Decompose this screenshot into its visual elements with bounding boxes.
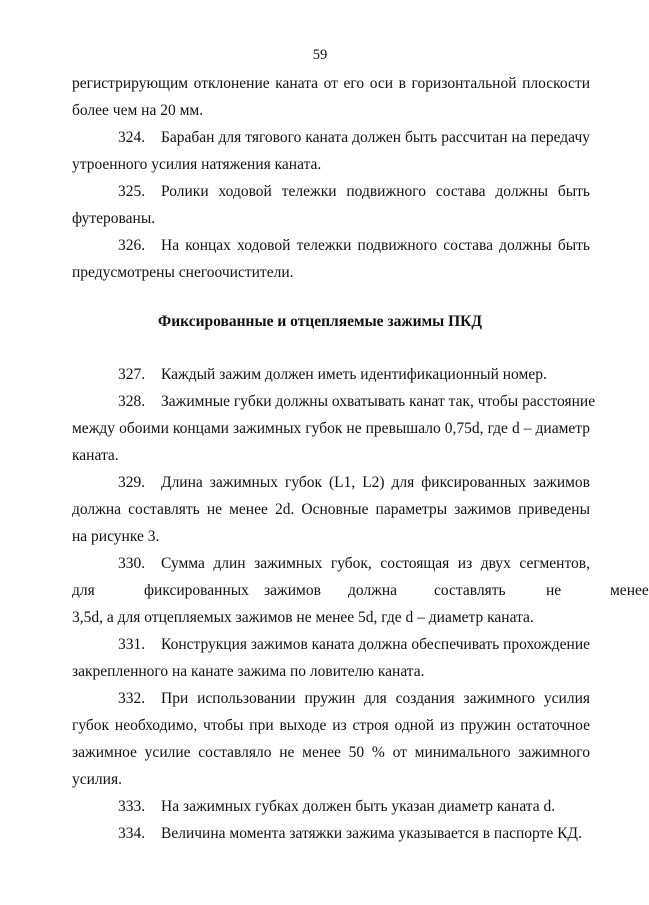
item-330-line: 3,5d, а для отцепляемых зажимов не менее 5d, где d – диаметр каната. [72, 609, 534, 626]
item-number: 325. [118, 183, 146, 200]
item-number: 332. [118, 690, 146, 707]
document-page: 59 регистрирующим отклонение каната от его оси в горизонтальной плоскости более чем на 20 мм. 324. Барабан для тягового каната должен быть рассчитан на передачу утроенного усилия натяжения каната. 325. Ролики ходовой тележки подвижного состава должны быть футерованы. 326. На концах ходовой тележки подвижного состава должны быть предусмотрены снегоочистители. Фиксированные и отцепляемые зажимы ПКД 327. Каждый зажим должен иметь идентификационный номер. 328. Зажимные губки должны охватывать канат так, чтобы расстояние между обоими концами зажимных губок не превышало 0,75d, где d – диаметр каната. 329. Длина зажимных губок (L1, L2) для фиксированных зажимов должна составлять не менее 2d. Основные параметры зажимов приведены на рисунке 3. 330. Сумма длин зажимных губок, состоящая из двух сегментов, для фиксированных зажимов должна составлять не менее 3,5d, а для отцепляемых зажимов не менее 5d, где d – диаметр каната. 331. Конструкция зажимов каната должна обеспечивать прохождение закрепленного на канате зажима по ловителю каната. 332. При использовании пружин для создания зажимного усилия губок необходимо, чтобы при выходе из строя одной из пружин остаточное зажимное усилие составляло не менее 50 % от минимального зажимного усилия. 333. На зажимных губках должен быть указан диаметр каната d. 334. Величина момента затяжки зажима указывается в паспорте КД. [0, 0, 640, 905]
item-331-line: закрепленного на канате зажима по ловителю каната. [72, 663, 425, 680]
item-324-first-line: 324. Барабан для тягового каната должен быть рассчитан на передачу [118, 129, 590, 146]
page-number: 59 [312, 47, 328, 63]
item-number: 333. [118, 798, 146, 815]
item-332-first-line: 332. При использовании пружин для создания зажимного усилия [118, 690, 590, 707]
item-332-line: губок необходимо, чтобы при выходе из строя одной из пружин остаточное [72, 717, 590, 734]
section-heading: Фиксированные и отцепляемые зажимы ПКД [157, 313, 483, 330]
item-number: 327. [118, 366, 146, 383]
spread-word: для [72, 582, 95, 599]
item-333-first-line: 333. На зажимных губках должен быть указан диаметр каната d. [118, 798, 556, 815]
item-331-first-line: 331. Конструкция зажимов каната должна обеспечивать прохождение [118, 636, 590, 653]
spread-word: фиксированных [144, 582, 249, 599]
item-332-line: усилия. [72, 771, 122, 788]
continuation-line: регистрирующим отклонение каната от его оси в горизонтальной плоскости [72, 75, 590, 92]
item-325-line: футерованы. [72, 210, 156, 227]
item-330-first-line: 330. Сумма длин зажимных губок, состоящая из двух сегментов, [118, 555, 590, 572]
spread-word: не [546, 582, 562, 599]
item-number: 334. [118, 825, 146, 842]
item-number: 330. [118, 555, 146, 572]
item-324-line: утроенного усилия натяжения каната. [72, 156, 322, 173]
continuation-line: более чем на 20 мм. [72, 102, 204, 119]
item-326-line: предусмотрены снегоочистители. [72, 264, 294, 281]
item-number: 324. [118, 129, 146, 146]
item-number: 331. [118, 636, 146, 653]
item-327-first-line: 327. Каждый зажим должен иметь идентификационный номер. [118, 366, 547, 383]
item-332-line: зажимное усилие составляло не менее 50 % от минимального зажимного [72, 744, 590, 761]
item-328-line: между обоими концами зажимных губок не превышало 0,75d, где d – диаметр [72, 420, 590, 437]
item-number: 326. [118, 237, 146, 254]
item-329-line: на рисунке 3. [72, 528, 160, 545]
item-number: 329. [118, 474, 146, 491]
item-329-first-line: 329. Длина зажимных губок (L1, L2) для фиксированных зажимов [118, 474, 590, 491]
item-329-line: должна составлять не менее 2d. Основные параметры зажимов приведены [72, 501, 590, 518]
item-328-first-line: 328. Зажимные губки должны охватывать канат так, чтобы расстояние [118, 393, 596, 410]
spread-word: зажимов [264, 582, 321, 599]
spread-word: составлять [434, 582, 506, 599]
item-325-first-line: 325. Ролики ходовой тележки подвижного состава должны быть [118, 183, 590, 200]
item-334-first-line: 334. Величина момента затяжки зажима указывается в паспорте КД. [118, 825, 582, 842]
item-326-first-line: 326. На концах ходовой тележки подвижного состава должны быть [118, 237, 590, 254]
spread-word: должна [348, 582, 398, 599]
item-328-line: каната. [72, 447, 119, 464]
item-number: 328. [118, 393, 146, 410]
